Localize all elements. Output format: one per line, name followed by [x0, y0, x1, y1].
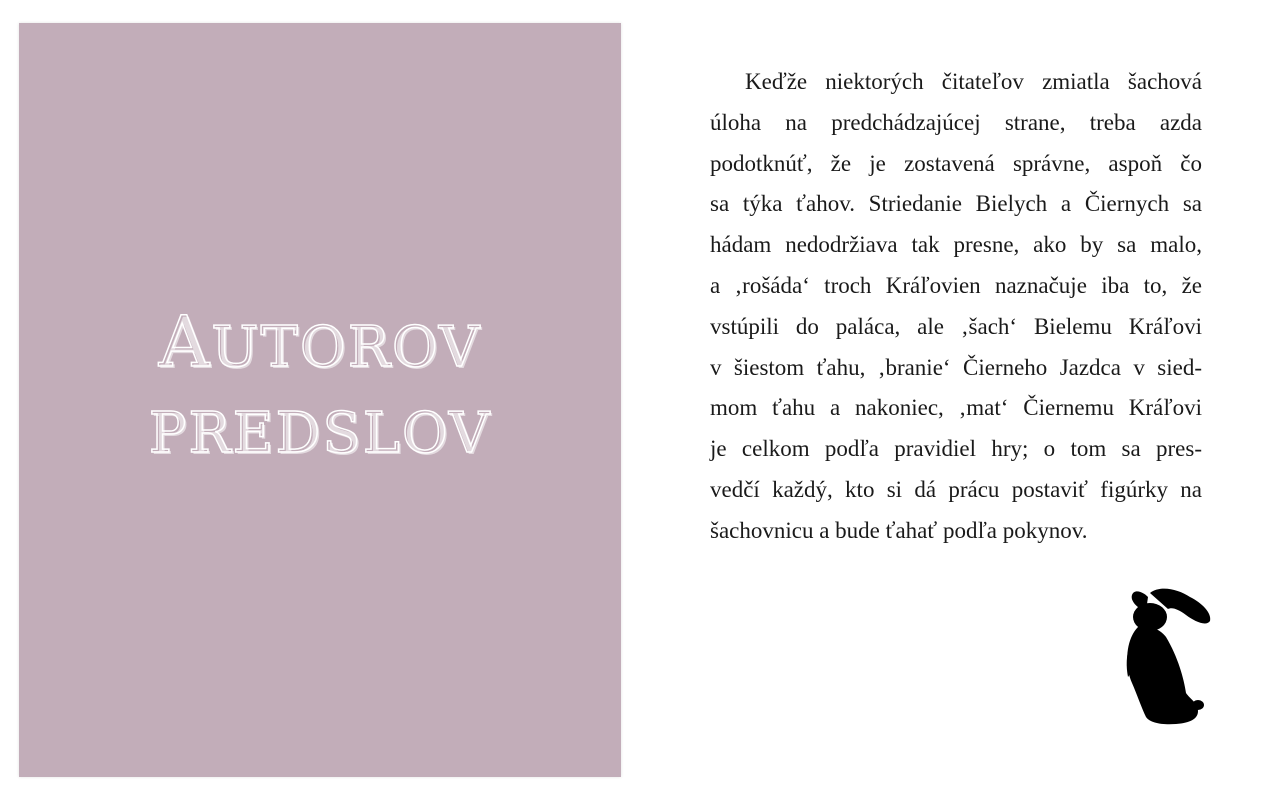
- body-line: Keďže niektorých čitateľov zmiatla šachová: [745, 69, 1202, 94]
- chapter-title-line-1: [149, 299, 492, 391]
- body-line: vstúpili do paláca, ale ‚šach‘ Bielemu Kráľovi: [710, 313, 1202, 339]
- body-line: je celkom podľa pravidiel hry; o tom sa pres-: [710, 436, 1202, 462]
- body-text: [710, 62, 1202, 552]
- rabbit-silhouette-icon: [1120, 583, 1215, 728]
- title-rest-2: PREDSLOV: [148, 401, 492, 466]
- body-line: úloha na predchádzajúcej strane, treba azda: [710, 109, 1202, 135]
- body-line: hádam nedodržiava tak presne, ako by sa malo,: [710, 232, 1202, 258]
- body-line: podotknúť, že je zostavená správne, aspoň čo: [710, 150, 1202, 176]
- title-rest-1: UTOROV: [211, 315, 482, 380]
- title-initial-a: A: [158, 301, 212, 383]
- chapter-title-line-2: [149, 391, 492, 477]
- body-line: šachovnicu a bude ťahať podľa pokynov.: [710, 517, 1088, 543]
- body-line: a ‚rošáda‘ troch Kráľovien naznačuje iba to, že: [710, 272, 1202, 298]
- chapter-title: [149, 299, 492, 477]
- title-panel: [19, 23, 621, 777]
- body-line: v šiestom ťahu, ‚branie‘ Čierneho Jazdca v sied-: [710, 354, 1202, 380]
- body-line: vedčí každý, kto si dá prácu postaviť figúrky na: [710, 476, 1202, 502]
- body-line: mom ťahu a nakoniec, ‚mat‘ Čiernemu Kráľovi: [710, 395, 1202, 421]
- body-line: sa týka ťahov. Striedanie Bielych a Čiernych sa: [710, 191, 1202, 217]
